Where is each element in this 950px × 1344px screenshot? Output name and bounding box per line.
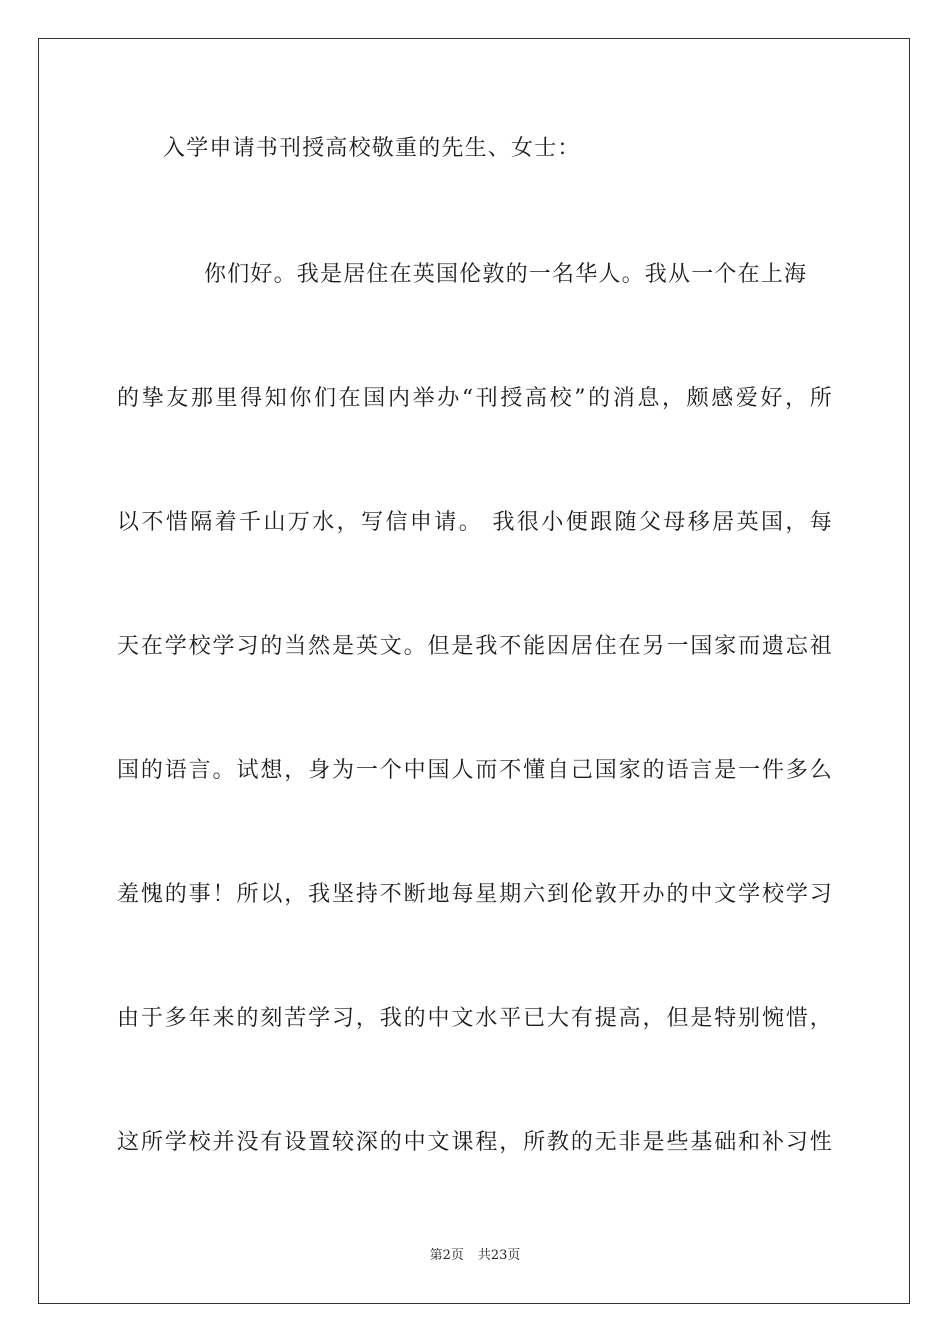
body-line-4: 天在学校学习的当然是英文。但是我不能因居住在另一国家而遗忘祖 bbox=[117, 634, 833, 659]
body-line-3: 以不惜隔着千山万水，写信申请。 我很小便跟随父母移居英国，每 bbox=[117, 510, 833, 535]
body-line-6: 羞愧的事！所以，我坚持不断地每星期六到伦敦开办的中文学校学习 bbox=[117, 882, 833, 907]
page-number: 第2页 bbox=[429, 1248, 464, 1263]
page-border bbox=[38, 38, 910, 1304]
body-line-7: 由于多年来的刻苦学习，我的中文水平已大有提高，但是特别惋惜， bbox=[117, 1006, 833, 1031]
body-line-2: 的挚友那里得知你们在国内举办“刊授高校”的消息，颇感爱好，所 bbox=[117, 386, 833, 411]
page-total: 共23页 bbox=[477, 1248, 521, 1263]
body-line-8: 这所学校并没有设置较深的中文课程，所教的无非是些基础和补习性 bbox=[117, 1130, 833, 1155]
salutation-line: 入学申请书刊授高校敬重的先生、女士： bbox=[163, 136, 581, 161]
body-line-5: 国的语言。试想，身为一个中国人而不懂自己国家的语言是一件多么 bbox=[117, 758, 833, 783]
body-line-1: 你们好。我是居住在英国伦敦的一名华人。我从一个在上海 bbox=[204, 262, 808, 287]
page-footer bbox=[0, 1247, 950, 1265]
